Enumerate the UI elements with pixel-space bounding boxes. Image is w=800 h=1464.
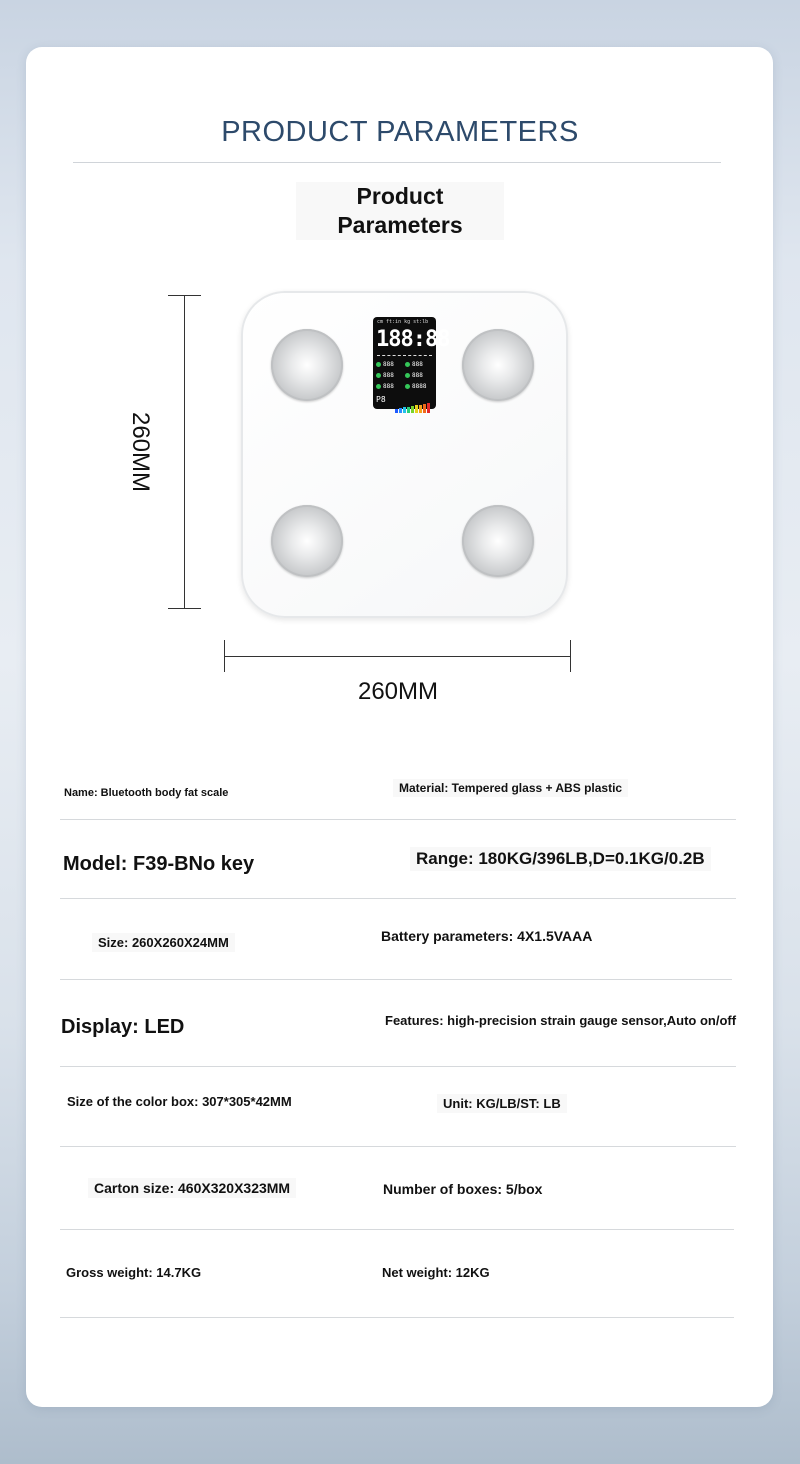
param-size: Size: 260X260X24MM [92, 933, 235, 952]
display-metric: 888 [405, 372, 423, 379]
electrode-pad-top-right [462, 329, 534, 401]
display-weight-digits: 188:88 [376, 327, 450, 352]
row-divider [60, 898, 736, 899]
height-dimension-label: 260MM [127, 411, 154, 493]
param-gross-weight: Gross weight: 14.7KG [66, 1265, 202, 1280]
metric-icon [405, 362, 410, 367]
bmi-color-bar [395, 395, 431, 405]
metric-icon [376, 362, 381, 367]
param-features: Features: high-precision strain gauge sensor,Auto on/off [385, 1013, 737, 1028]
display-metric: 888 [376, 372, 394, 379]
height-dimension-line [184, 295, 185, 609]
param-color-box-size: Size of the color box: 307*305*42MM [67, 1094, 292, 1109]
section-heading [296, 182, 504, 240]
parameters-card [26, 47, 773, 1407]
param-unit: Unit: KG/LB/ST: LB [437, 1094, 567, 1113]
width-dimension-label: 260MM [357, 678, 439, 705]
width-dimension-cap-left [224, 640, 225, 672]
param-carton-size: Carton size: 460X320X323MM [88, 1178, 296, 1198]
row-divider [60, 1066, 736, 1067]
param-battery: Battery parameters: 4X1.5VAAA [381, 928, 593, 944]
row-divider [60, 979, 732, 980]
display-metric: 8888 [405, 383, 426, 390]
display-metric: 888 [376, 383, 394, 390]
param-range: Range: 180KG/396LB,D=0.1KG/0.2B [410, 847, 711, 871]
display-code: P8 [376, 395, 386, 404]
title-divider [73, 162, 721, 163]
section-heading-line2: Parameters [337, 212, 463, 238]
electrode-pad-bottom-left [271, 505, 343, 577]
width-dimension-cap-right [570, 640, 571, 672]
param-material: Material: Tempered glass + ABS plastic [393, 779, 628, 797]
height-dimension-cap-top [168, 295, 201, 296]
metric-icon [405, 373, 410, 378]
param-display: Display: LED [61, 1016, 185, 1038]
width-dimension-line [224, 656, 571, 657]
param-model: Model: F39-BNo key [63, 853, 255, 875]
row-divider [60, 1317, 734, 1318]
param-net-weight: Net weight: 12KG [382, 1265, 490, 1280]
row-divider [60, 819, 736, 820]
display-metric: 888 [405, 361, 423, 368]
metric-icon [405, 384, 410, 389]
display-metric: 888 [376, 361, 394, 368]
electrode-pad-bottom-right [462, 505, 534, 577]
param-name: Name: Bluetooth body fat scale [64, 787, 229, 799]
row-divider [60, 1229, 734, 1230]
metric-icon [376, 373, 381, 378]
electrode-pad-top-left [271, 329, 343, 401]
scale-illustration [241, 291, 568, 618]
param-number-of-boxes: Number of boxes: 5/box [383, 1181, 543, 1197]
height-dimension-cap-bottom [168, 608, 201, 609]
metric-icon [376, 384, 381, 389]
display-divider [377, 355, 432, 357]
display-units: cm ft:in kg st:lb [377, 319, 429, 325]
page-title: PRODUCT PARAMETERS [221, 116, 579, 148]
led-display [373, 317, 450, 409]
row-divider [60, 1146, 736, 1147]
section-heading-line1: Product [356, 183, 444, 209]
